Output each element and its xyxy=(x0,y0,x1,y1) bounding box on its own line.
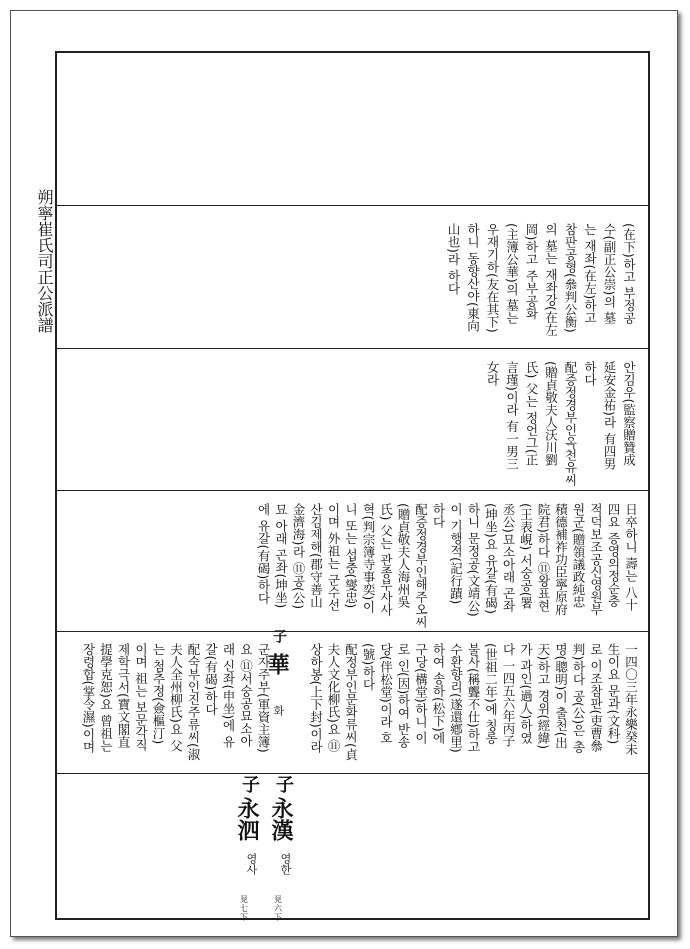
text-column: 원군(贈領議政純忠 xyxy=(571,503,586,608)
text-column: (贈貞敬夫人海州吳 xyxy=(396,503,411,608)
text-column: 이며 外祖는 군수선 xyxy=(326,503,341,611)
text-column: 혁(判宗簿寺事奕)이 xyxy=(361,503,376,613)
genealogy-table xyxy=(55,51,650,920)
row-divider xyxy=(57,631,648,632)
text-column: 산김제해(郡守善山 xyxy=(308,503,324,608)
text-column: 四요 증영의정순충 xyxy=(606,503,621,607)
son2-reading: 영사 xyxy=(245,853,258,875)
text-column: 로 이조참판(吏曹叅 xyxy=(588,643,604,752)
text-column: 配증정경부인옥천유씨 xyxy=(563,361,578,486)
text-column: 一四〇三年永樂癸未 xyxy=(623,643,639,756)
hua-child-label: 子 xyxy=(271,629,287,643)
text-column: 니 또는 섭충(燮忠) xyxy=(343,503,359,609)
text-column: 요 ⑪서숭공묘소아 xyxy=(238,643,254,747)
text-column: 참판공형(叅判公衡) xyxy=(563,223,578,333)
text-column: 日卒하니 壽는 八十 xyxy=(623,503,639,611)
section-burial xyxy=(57,223,648,348)
son2-ref-top: 見 xyxy=(240,895,248,904)
text-column: 夫人文化柳氏)요 ⑪ xyxy=(326,643,341,752)
text-column: 제학극서(寶文閣直 xyxy=(116,643,131,748)
text-column: 하니 문정공(文靖公) xyxy=(466,503,481,617)
text-column: 提學克恕)요 曾祖는 xyxy=(98,643,114,752)
section-spouse xyxy=(57,361,648,489)
row-divider xyxy=(57,773,648,774)
section-biography xyxy=(57,629,648,771)
text-column: (王表峴) 서숭공(署 xyxy=(518,503,534,610)
text-column: 상하봉(上下封)이라 xyxy=(308,643,324,753)
text-column: 하다 xyxy=(582,361,598,386)
text-column: 夫人全州柳氏)요 父 xyxy=(168,643,184,752)
text-column: 당(伴松堂)이라 호 xyxy=(378,643,394,745)
son1-ref-bottom: 六下 xyxy=(274,904,282,922)
side-title: 朔寧崔氏司正公派譜 xyxy=(35,189,54,333)
son2-name: 永泗 xyxy=(234,797,260,841)
text-column: (主簿公華)의 墓는 xyxy=(504,223,520,325)
text-column: 적덕보조공신영원부 xyxy=(588,503,604,616)
text-column: (在下)하고 부정공 xyxy=(621,223,637,325)
text-column: 는 재좌(在左)하고 xyxy=(582,223,598,325)
section-death-record xyxy=(57,503,648,631)
row-divider xyxy=(57,490,648,491)
son1-ref-top: 見 xyxy=(274,895,282,904)
text-column: 判)하다 공(公)은 총 xyxy=(571,643,586,754)
text-column: 配정부인문화류씨(貞 xyxy=(343,643,359,761)
page-frame xyxy=(10,10,678,937)
text-column: 言瑾)이라 有一男三 xyxy=(504,361,520,470)
text-column: 다 一四五六年丙子 xyxy=(501,643,516,747)
section-sons xyxy=(57,775,648,920)
text-column: 로 인(因)하여 반송 xyxy=(396,643,411,749)
text-column: 氏) 父는 관종부사사 xyxy=(378,503,394,616)
text-column: 가 과인(過人)하였 xyxy=(518,643,534,745)
text-column: 불사(稱聾不仕)하고 xyxy=(466,643,481,753)
row-divider xyxy=(57,348,648,349)
text-column: 氏) 父는 정언그(正 xyxy=(524,361,539,467)
text-column: 안김우(監察贈贊成 xyxy=(621,361,637,466)
text-column: (坤坐)요 유갈(有碣) xyxy=(483,503,499,614)
text-column: 岡)하고 주부공화 xyxy=(524,223,539,320)
text-column: 에 유갈(有碣)하다 xyxy=(256,503,271,605)
text-column: 延安金祐)라 有四男 xyxy=(602,361,617,470)
text-column: (世祖二年)에 칭롱 xyxy=(483,643,499,745)
hua-reading: 화 xyxy=(272,705,285,716)
text-column: 配숙부인진주류씨(淑 xyxy=(186,643,201,761)
text-column: 수환향리(遂還鄕里) xyxy=(448,643,464,753)
text-column: (贈貞敬夫人沃川劉 xyxy=(543,361,559,466)
text-column: 이며 祖는 보문각직 xyxy=(133,643,149,751)
text-column: 래 신좌(申坐)에 유 xyxy=(221,643,236,749)
hua-name: 華 xyxy=(264,653,290,675)
text-column: 는 첨추정(僉樞汀) xyxy=(151,643,166,745)
text-column: 丞公)묘소아래 곤좌 xyxy=(501,503,516,612)
text-column: 우재기하(友在其下) xyxy=(485,223,500,333)
text-column: 하여 송하(松下)에 xyxy=(431,643,446,745)
text-column: 갈(有碣)하다 xyxy=(203,643,219,716)
text-column: 積德補祚功臣寧原府 xyxy=(553,503,569,616)
text-column: 이 기행적(記行蹟) xyxy=(448,503,464,605)
text-column: 院君)하다 ⑪왕표현 xyxy=(536,503,551,612)
son1-name: 永漢 xyxy=(268,797,294,841)
text-column: 女라 xyxy=(485,361,500,386)
text-column: 하니 동향산야(東向 xyxy=(465,223,481,332)
text-column: 구당(構堂)하니 이 xyxy=(413,643,429,745)
text-column: 수(副正公崇)의 墓 xyxy=(602,223,617,325)
son1-label: 子 xyxy=(273,775,294,793)
son1-reading: 영한 xyxy=(279,853,292,875)
row-divider xyxy=(57,205,648,206)
text-column: 天)하고 경위(經緯) xyxy=(536,643,551,750)
text-column: (號)하다 xyxy=(361,643,376,691)
text-column: 명(聰明)이 출천(出 xyxy=(553,643,569,750)
text-column: 의 墓는 재좌강(在左 xyxy=(543,223,559,336)
text-column: 金濟海)라 ⑪공(公) xyxy=(291,503,306,610)
text-column: 하다 xyxy=(431,503,446,528)
text-column: 生이요 문과(文科) xyxy=(606,643,621,745)
text-column: 장령합(掌令濕)이며 xyxy=(81,643,96,753)
text-column: 配증정경부인해주오씨 xyxy=(413,503,429,628)
text-column: 군자주부(軍資主簿) xyxy=(256,643,271,753)
text-column: 묘 아래 곤좌(坤坐) xyxy=(273,503,289,609)
son2-label: 子 xyxy=(239,775,260,793)
son1-ref xyxy=(271,895,285,922)
text-column: 山也)라 하다 xyxy=(446,223,461,295)
son2-ref xyxy=(237,895,251,922)
son2-ref-bottom: 七下 xyxy=(240,904,248,922)
